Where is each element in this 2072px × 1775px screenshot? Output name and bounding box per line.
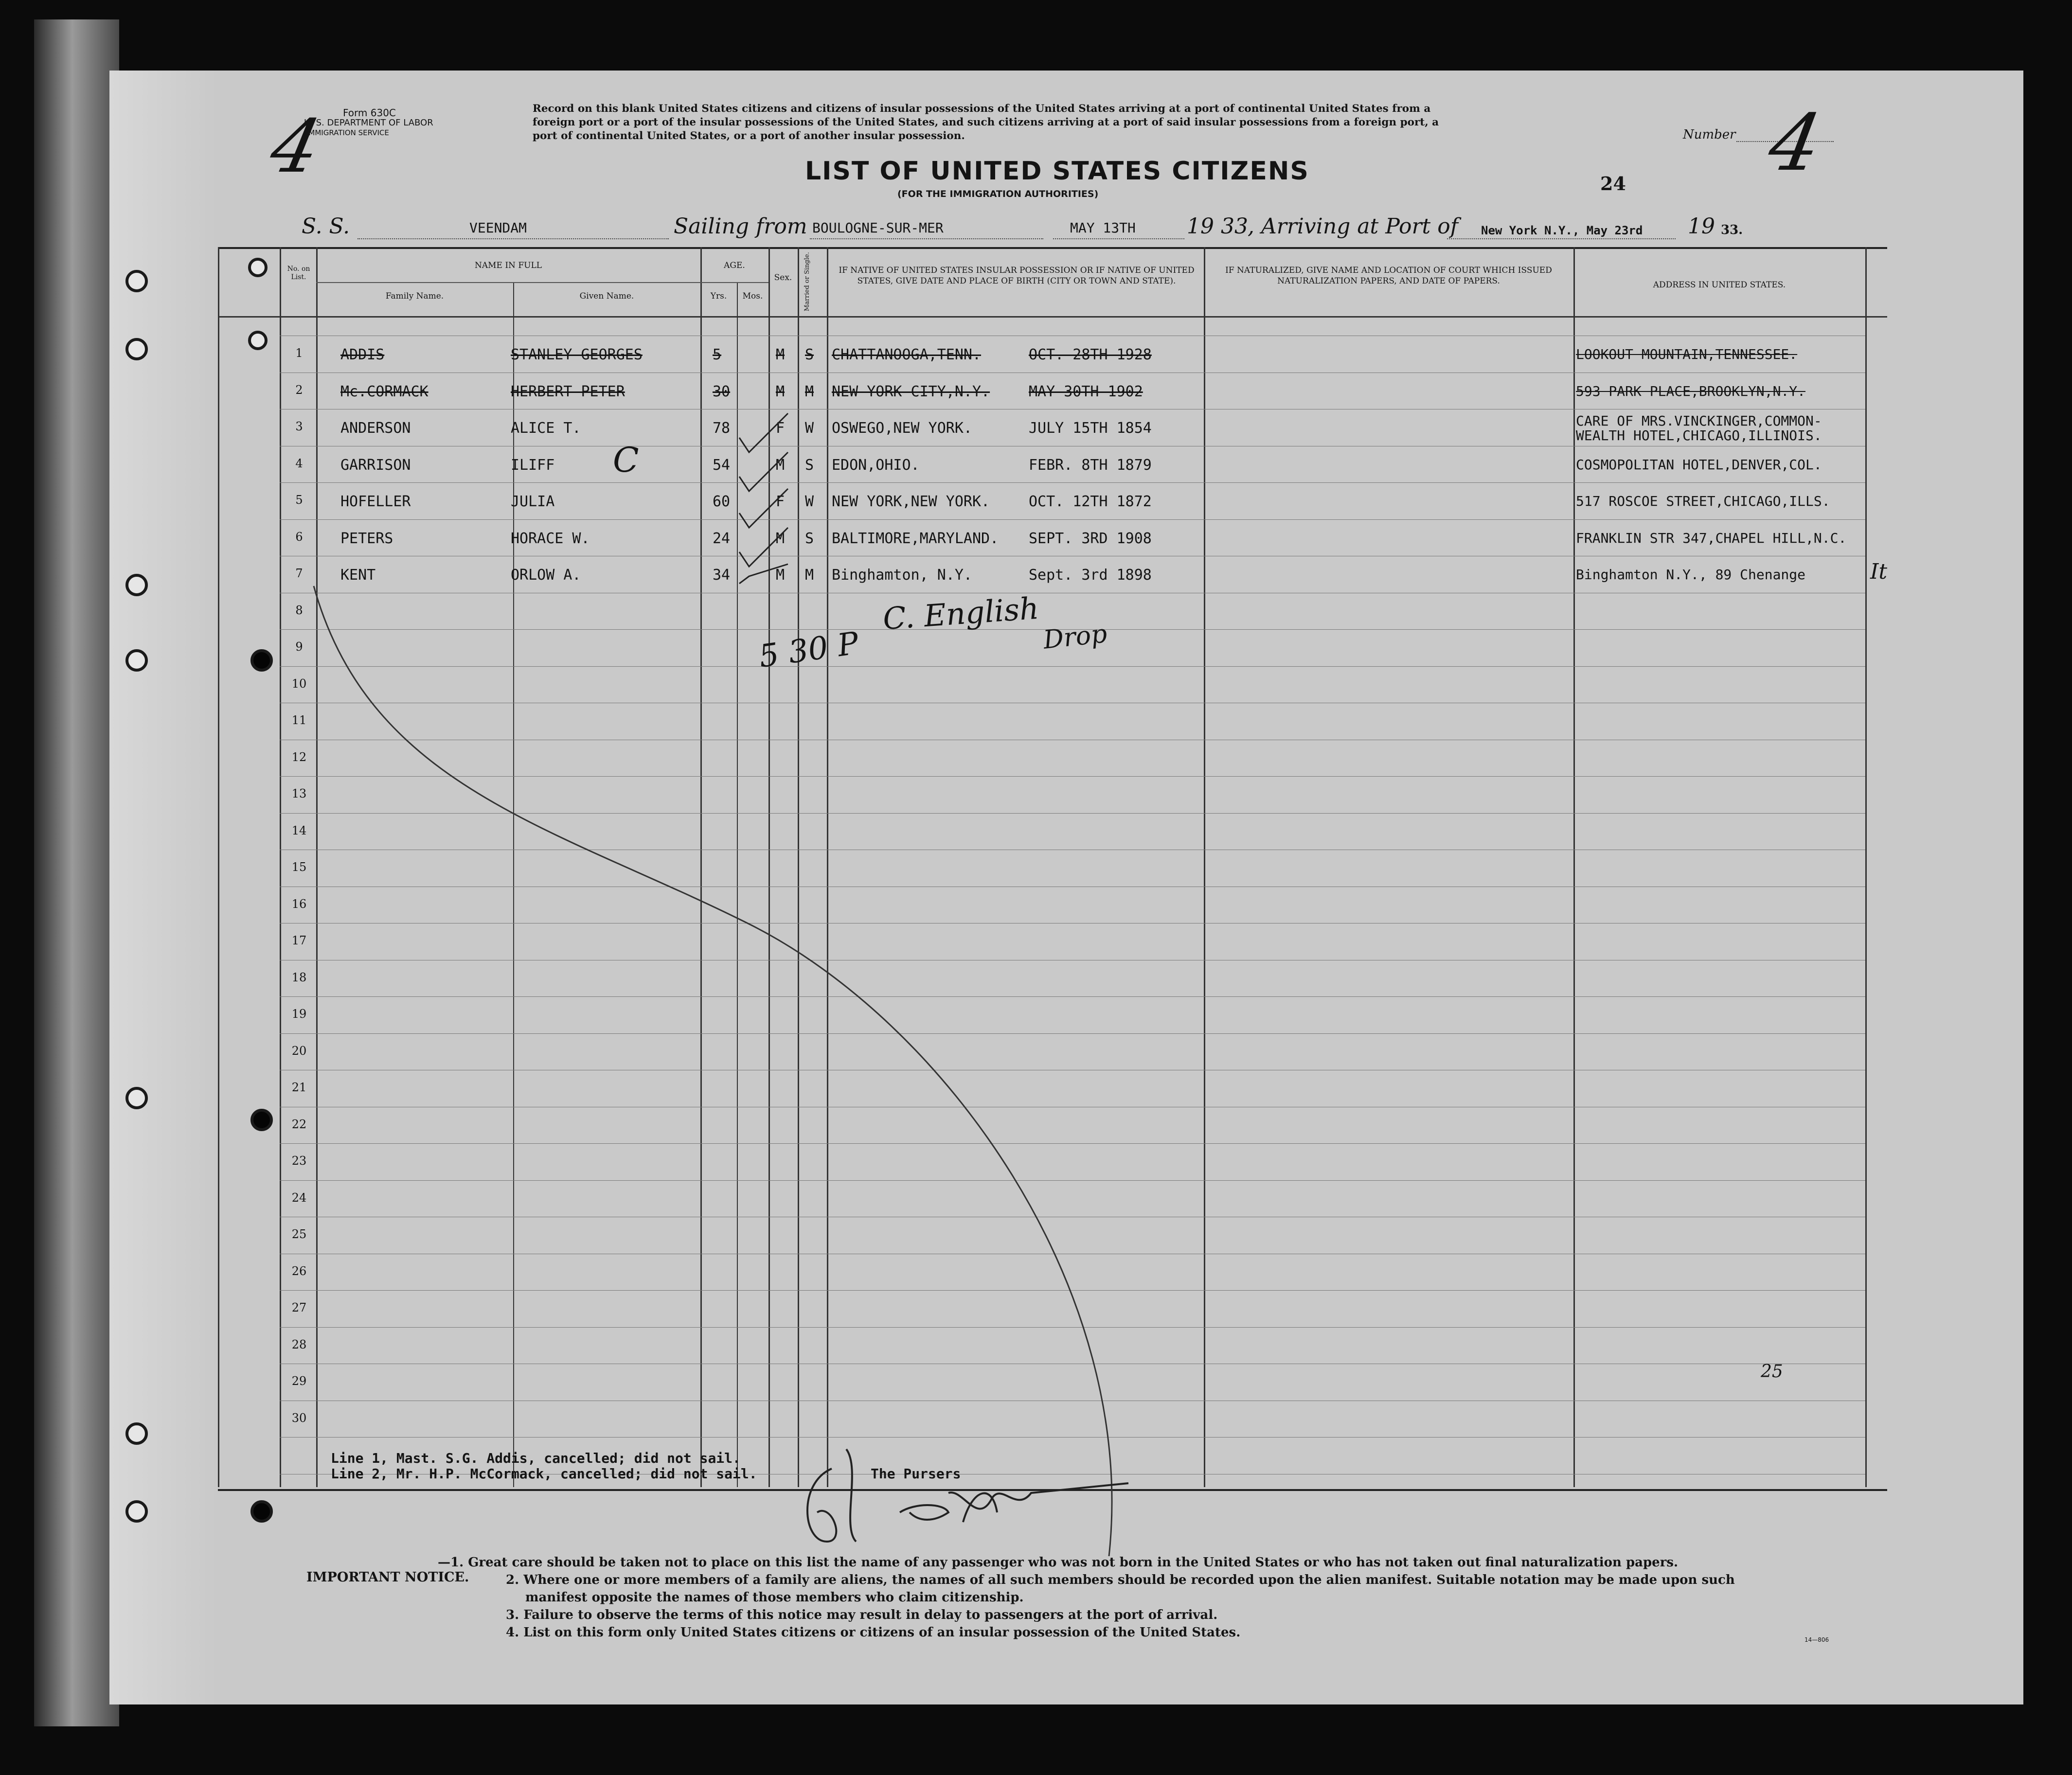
- row-number: 20: [291, 1044, 307, 1058]
- age-years: 54: [713, 456, 731, 474]
- marital-status: M: [805, 383, 814, 400]
- given-name: ALICE T.: [511, 420, 581, 437]
- marital-status: W: [805, 420, 814, 437]
- row-number: 22: [291, 1117, 307, 1131]
- birth-place: OSWEGO,NEW YORK.: [832, 420, 972, 437]
- sex: F: [776, 420, 785, 437]
- punch-hole: [125, 1087, 148, 1109]
- family-name: ANDERSON: [340, 420, 411, 437]
- birth-place: Binghamton, N.Y.: [832, 567, 972, 584]
- family-name: KENT: [340, 567, 376, 584]
- number-label: Number: [1683, 127, 1736, 142]
- col-header-birth: IF NATIVE OF UNITED STATES INSULAR POSSESSION OR IF NATIVE OF UNITED STATES, GIVE DATE AND PLACE OF BIRTH (CITY OR TOWN AND STATE).: [839, 266, 1195, 286]
- marital-status: S: [805, 346, 814, 363]
- given-name: JULIA: [511, 493, 555, 510]
- notice-item: 3. Failure to observe the terms of this notice may result in delay to passengers at the port of arrival.: [506, 1608, 1218, 1622]
- sex: F: [776, 493, 785, 510]
- punch-hole: [125, 338, 148, 360]
- row-number: 10: [291, 676, 307, 691]
- row-number: 2: [295, 383, 303, 397]
- address: LOOKOUT MOUNTAIN,TENNESSEE.: [1576, 346, 1798, 362]
- sailing-port: BOULOGNE-SUR-MER: [812, 220, 944, 236]
- col-header-mos: Mos.: [742, 291, 763, 301]
- address: Binghamton N.Y., 89 Chenange: [1576, 567, 1806, 583]
- birth-place: CHATTANOOGA,TENN.: [832, 346, 982, 363]
- notice-item: 4. List on this form only United States citizens or citizens of an insular possession of the United States.: [506, 1625, 1241, 1640]
- col-header-address: ADDRESS IN UNITED STATES.: [1653, 280, 1786, 290]
- family-name: PETERS: [340, 530, 393, 547]
- row-number: 24: [291, 1190, 307, 1205]
- birth-date: MAY 30TH 1902: [1029, 383, 1143, 400]
- birth-date: OCT. 12TH 1872: [1029, 493, 1152, 510]
- instruction-line: port of continental United States, or a port of another insular possession.: [533, 130, 965, 142]
- handwritten-note: C. English: [881, 590, 1040, 637]
- page-stamp: 24: [1600, 173, 1626, 195]
- form-title: LIST OF UNITED STATES CITIZENS: [805, 157, 1309, 186]
- age-years: 30: [713, 383, 731, 400]
- arrival-year-prefix: 19: [1688, 214, 1715, 239]
- given-name: HORACE W.: [511, 530, 590, 547]
- punch-hole: [125, 1422, 148, 1445]
- address-line2: WEALTH HOTEL,CHICAGO,ILLINOIS.: [1576, 427, 1822, 444]
- handwritten-mark: 25: [1761, 1362, 1783, 1382]
- given-name: ORLOW A.: [511, 567, 581, 584]
- col-header-no: No. on List.: [287, 265, 310, 281]
- row-number: 1: [295, 346, 303, 360]
- address: FRANKLIN STR 347,CHAPEL HILL,N.C.: [1576, 530, 1847, 546]
- ss-label: S. S.: [302, 214, 350, 239]
- sex: M: [776, 383, 785, 400]
- marital-status: S: [805, 530, 814, 547]
- notice-item: —1. Great care should be taken not to place on this list the name of any passenger who was not born in the United States or who has not taken out final naturalization papers.: [438, 1555, 1679, 1570]
- col-header-sex: Sex.: [774, 273, 792, 283]
- sex: M: [776, 567, 785, 584]
- address: COSMOPOLITAN HOTEL,DENVER,COL.: [1576, 456, 1822, 473]
- family-name: HOFELLER: [340, 493, 411, 510]
- sex: M: [776, 456, 785, 474]
- address: 517 ROSCOE STREET,CHICAGO,ILLS.: [1576, 493, 1830, 509]
- age-years: 5: [713, 346, 722, 363]
- number-value: 4: [1762, 97, 1828, 188]
- instruction-block: [533, 102, 1439, 143]
- pursers-label: The Pursers: [871, 1466, 961, 1482]
- address: 593 PARK PLACE,BROOKLYN,N.Y.: [1576, 383, 1806, 399]
- row-number: 5: [295, 493, 303, 507]
- department: U. S. DEPARTMENT OF LABOR: [304, 118, 433, 128]
- signature: [788, 1430, 1138, 1556]
- row-number: 15: [291, 860, 307, 874]
- given-name: HERBERT PETER: [511, 383, 625, 400]
- row-number: 17: [291, 934, 307, 947]
- row-number: 18: [291, 970, 307, 984]
- address: CARE OF MRS.VINCKINGER,COMMON-: [1576, 413, 1822, 429]
- row-number: 27: [291, 1301, 307, 1314]
- col-header-given: Given Name.: [579, 291, 634, 301]
- row-number: 9: [295, 640, 303, 654]
- form-code: 14—806: [1804, 1636, 1829, 1643]
- sex: M: [776, 346, 785, 363]
- birth-date: Sept. 3rd 1898: [1029, 567, 1152, 584]
- age-years: 34: [713, 567, 731, 584]
- birth-date: JULY 15TH 1854: [1029, 420, 1152, 437]
- birth-date: FEBR. 8TH 1879: [1029, 456, 1152, 474]
- instruction-line: foreign port or a port of the insular possessions of the United States, and such citizens arriving at a port of said insular possessions from a foreign port, a: [533, 116, 1439, 128]
- row-number: 14: [291, 823, 307, 837]
- row-number: 23: [291, 1154, 307, 1168]
- row-number: 29: [291, 1374, 307, 1388]
- sex: M: [776, 530, 785, 547]
- corner-mark: 4: [263, 105, 328, 189]
- instruction-line: Record on this blank United States citizens and citizens of insular possessions of the United States arriving at a port of continental United States from a: [533, 103, 1431, 115]
- ship-name: VEENDAM: [469, 220, 527, 236]
- row-number: 11: [291, 713, 307, 727]
- binder-edge: [34, 19, 119, 1726]
- given-name: STANLEY GEORGES: [511, 346, 643, 363]
- family-name: ADDIS: [340, 346, 385, 363]
- form-number: Form 630C: [343, 107, 396, 119]
- row-number: 28: [291, 1337, 307, 1351]
- col-header-name: NAME IN FULL: [474, 261, 542, 270]
- row-number: 4: [295, 456, 303, 470]
- col-header-age: AGE.: [724, 261, 745, 270]
- birth-place: BALTIMORE,MARYLAND.: [832, 530, 999, 547]
- birth-place: EDON,OHIO.: [832, 456, 920, 474]
- row-number: 25: [291, 1227, 307, 1241]
- arrival-year: 33.: [1721, 223, 1743, 237]
- birth-place: NEW YORK CITY,N.Y.: [832, 383, 990, 400]
- notice-items: [438, 1554, 1735, 1641]
- notice-item: 2. Where one or more members of a family are aliens, the names of all such members should be recorded upon the alien manifest. Suitable notation may be made upon such: [506, 1573, 1735, 1587]
- notice-label: IMPORTANT NOTICE.: [306, 1570, 469, 1585]
- punch-hole: [125, 649, 148, 672]
- row-number: 19: [291, 1007, 307, 1021]
- row-number: 3: [295, 420, 303, 433]
- col-header-family: Family Name.: [385, 291, 444, 301]
- sailing-label: Sailing from: [674, 214, 807, 239]
- family-name: GARRISON: [340, 456, 411, 474]
- row-number: 8: [295, 603, 303, 617]
- marital-status: M: [805, 567, 814, 584]
- notice-item: manifest opposite the names of those members who claim citizenship.: [525, 1590, 1024, 1605]
- row-number: 26: [291, 1264, 307, 1278]
- sailing-year: 33: [1221, 214, 1248, 239]
- year-prefix: 19: [1187, 214, 1214, 239]
- punch-hole: [125, 1500, 148, 1523]
- footnote-line2: Line 2, Mr. H.P. McCormack, cancelled; did not sail.: [331, 1466, 757, 1482]
- row-number: 30: [291, 1411, 307, 1425]
- handwritten-note: Drop: [1042, 619, 1108, 655]
- arrival-port: New York N.Y., May 23rd: [1481, 224, 1643, 237]
- form-subtitle: (FOR THE IMMIGRATION AUTHORITIES): [897, 189, 1099, 199]
- birth-place: NEW YORK,NEW YORK.: [832, 493, 990, 510]
- sailing-date: MAY 13TH: [1070, 220, 1136, 236]
- family-name: Mc.CORMACK: [340, 383, 429, 400]
- age-years: 78: [713, 420, 731, 437]
- footnote-line1: Line 1, Mast. S.G. Addis, cancelled; did not sail.: [331, 1450, 741, 1466]
- row-number: 6: [295, 530, 303, 544]
- punch-hole: [125, 270, 148, 292]
- punch-hole: [125, 574, 148, 596]
- given-name: ILIFF: [511, 456, 555, 474]
- age-years: 24: [713, 530, 731, 547]
- handwritten-mark: C: [613, 440, 639, 480]
- pen-stroke: [311, 584, 1235, 1556]
- row-number: 21: [291, 1081, 307, 1094]
- arriving-label: , Arriving at Port of: [1248, 214, 1458, 239]
- birth-date: SEPT. 3RD 1908: [1029, 530, 1152, 547]
- row-number: 16: [291, 897, 307, 911]
- row-number: 7: [295, 567, 303, 580]
- col-header-naturalized: IF NATURALIZED, GIVE NAME AND LOCATION OF COURT WHICH ISSUED NATURALIZATION PAPERS, AND DATE OF PAPERS.: [1225, 266, 1552, 286]
- check-marks: [734, 408, 793, 588]
- ruled-line: [280, 519, 1865, 520]
- handwritten-note: 5 30 P: [756, 625, 861, 675]
- marital-status: W: [805, 493, 814, 510]
- birth-date: OCT. 28TH 1928: [1029, 346, 1152, 363]
- col-header-yrs: Yrs.: [710, 291, 727, 301]
- row-number: 12: [291, 750, 307, 764]
- service: IMMIGRATION SERVICE: [306, 128, 389, 137]
- marital-status: S: [805, 456, 814, 474]
- col-header-married: Married or Single.: [804, 252, 811, 311]
- handwritten-mark: It: [1870, 559, 1888, 584]
- row-number: 13: [291, 787, 307, 800]
- age-years: 60: [713, 493, 731, 510]
- ruled-line: [280, 482, 1865, 483]
- punch-hole: [250, 1500, 273, 1523]
